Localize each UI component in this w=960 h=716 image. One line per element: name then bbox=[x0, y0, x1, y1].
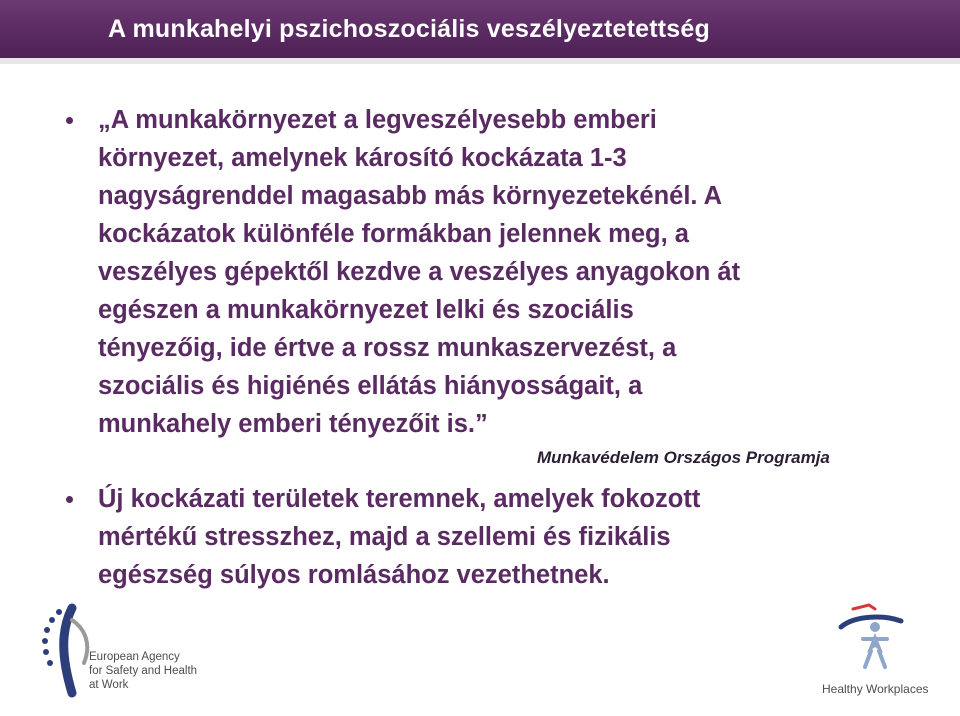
healthy-workplaces-icon bbox=[835, 603, 915, 671]
bullet-text-1 bbox=[98, 101, 918, 443]
title-bar bbox=[0, 0, 960, 64]
bullet-point-1 bbox=[66, 117, 73, 124]
eu-osha-logo-text bbox=[89, 650, 197, 692]
bullet-1-line: kockázatok különféle formákban jelennek meg, a bbox=[98, 220, 689, 248]
bullet-text-2 bbox=[98, 480, 918, 594]
bullet-1-line: nagyságrenddel magasabb más környezetekénél. A bbox=[98, 182, 723, 210]
healthy-workplaces-text: Healthy Workplaces bbox=[822, 682, 929, 696]
bullet-1-line: „A munkakörnyezet a legveszélyesebb emberi bbox=[98, 106, 657, 134]
bullet-1-line: veszélyes gépektől kezdve a veszélyes anyagokon át bbox=[98, 258, 741, 286]
bullet-2-line: Új kockázati területek teremnek, amelyek fokozott bbox=[98, 485, 701, 513]
eu-osha-line: for Safety and Health bbox=[89, 665, 198, 677]
bullet-1-line: tényezőig, ide értve a rossz munkaszervezést, a bbox=[98, 334, 677, 362]
bullet-2-line: egészség súlyos romlásához vezethetnek. bbox=[98, 561, 610, 589]
bullet-point-2 bbox=[66, 496, 73, 503]
bullet-1-line: munkahely emberi tényezőit is.” bbox=[98, 410, 488, 438]
bullet-1-line: szociális és higiénés ellátás hiányosságait, a bbox=[98, 372, 643, 400]
eu-osha-line: European Agency bbox=[89, 651, 180, 663]
eu-osha-line: at Work bbox=[89, 679, 129, 691]
bullet-2-line: mértékű stresszhez, majd a szellemi és fizikális bbox=[98, 523, 671, 551]
slide-title: A munkahelyi pszichoszociális veszélyeztetettség bbox=[108, 15, 710, 43]
bullet-1-line: környezet, amelynek károsító kockázata 1-3 bbox=[98, 144, 627, 172]
bullet-1-line: egészen a munkakörnyezet lelki és szociális bbox=[98, 296, 634, 324]
source-citation: Munkavédelem Országos Programja bbox=[537, 448, 830, 467]
